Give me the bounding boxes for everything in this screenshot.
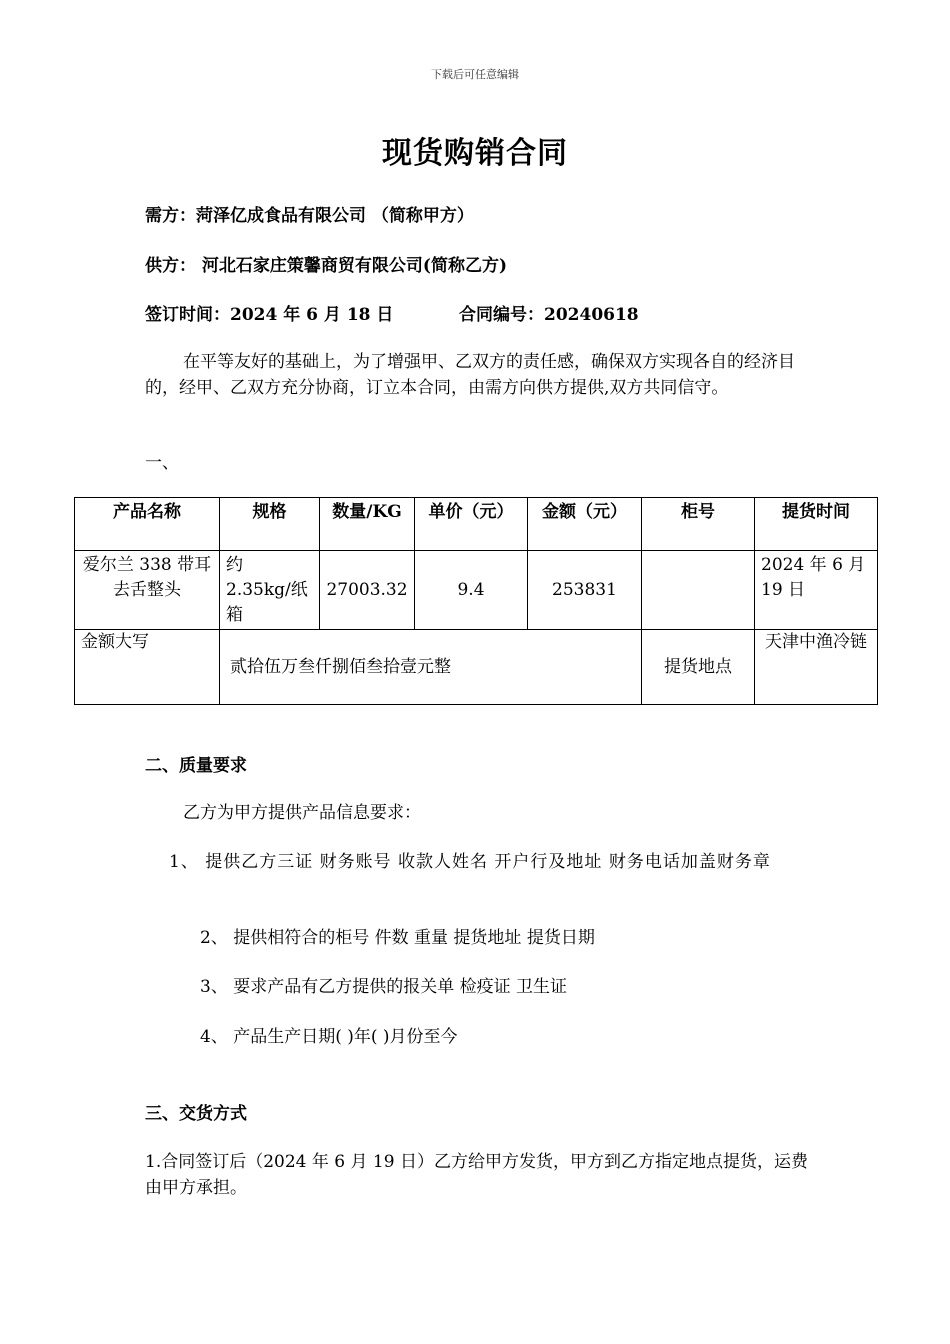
sign-date: 签订时间：2024 年 6 月 18 日 — [145, 305, 394, 325]
section1-label: 一、 — [145, 453, 179, 473]
header-note: 下载后可任意编辑 — [431, 68, 519, 81]
header-pickup-time: 提货时间 — [755, 498, 878, 551]
cell-container-no — [642, 551, 755, 630]
header-quantity: 数量/KG — [320, 498, 415, 551]
section2-item-2: 2、 提供相符合的柜号 件数 重量 提货地址 提货日期 — [200, 928, 595, 948]
section2-item-4: 4、 产品生产日期( )年( )月份至今 — [200, 1027, 458, 1047]
contract-number: 合同编号：20240618 — [459, 305, 639, 325]
header-spec: 规格 — [220, 498, 320, 551]
header-unit-price: 单价（元） — [415, 498, 528, 551]
cell-pickup-place-label: 提货地点 — [642, 630, 755, 705]
document-title: 现货购销合同 — [382, 136, 568, 171]
section2-intro: 乙方为甲方提供产品信息要求： — [183, 803, 421, 823]
table-header-row — [75, 498, 878, 551]
header-container-no: 柜号 — [642, 498, 755, 551]
header-amount: 金额（元） — [528, 498, 642, 551]
table-row-amount-words — [75, 630, 878, 705]
section3-item-1: 1.合同签订后（2024 年 6 月 19 日）乙方给甲方发货，甲方到乙方指定地点提货，运费由甲方承担。 — [145, 1152, 808, 1198]
cell-product: 爱尔兰 338 带耳去舌整头 — [75, 551, 220, 630]
section2-item-3: 3、 要求产品有乙方提供的报关单 检疫证 卫生证 — [200, 977, 568, 997]
goods-table — [74, 497, 878, 705]
seller-line: 供方： 河北石家庄策馨商贸有限公司(简称乙方) — [145, 256, 508, 276]
section2-heading: 二、质量要求 — [145, 756, 247, 776]
header-product-name: 产品名称 — [75, 498, 220, 551]
cell-amount: 253831 — [528, 551, 642, 630]
section3-heading: 三、交货方式 — [145, 1104, 247, 1124]
cell-amount-words: 贰拾伍万叁仟捌佰叁拾壹元整 — [220, 630, 642, 705]
cell-amount-words-label: 金额大写 — [75, 630, 220, 705]
table-row — [75, 551, 878, 630]
buyer-line: 需方：菏泽亿成食品有限公司 （简称甲方） — [145, 206, 474, 226]
cell-unit-price: 9.4 — [415, 551, 528, 630]
intro-paragraph: 在平等友好的基础上，为了增强甲、乙双方的责任感，确保双方实现各自的经济目的，经甲、乙双方充分协商，订立本合同，由需方向供方提供,双方共同信守。 — [145, 352, 795, 398]
cell-quantity: 27003.32 — [320, 551, 415, 630]
section2-item-1: 1、 提供乙方三证 财务账号 收款人姓名 开户行及地址 财务电话加盖财务章 — [169, 852, 771, 872]
cell-spec: 约 2.35kg/纸箱 — [220, 551, 320, 630]
cell-pickup-time: 2024 年 6 月 19 日 — [755, 551, 878, 630]
cell-pickup-place: 天津中渔冷链 — [755, 630, 878, 705]
